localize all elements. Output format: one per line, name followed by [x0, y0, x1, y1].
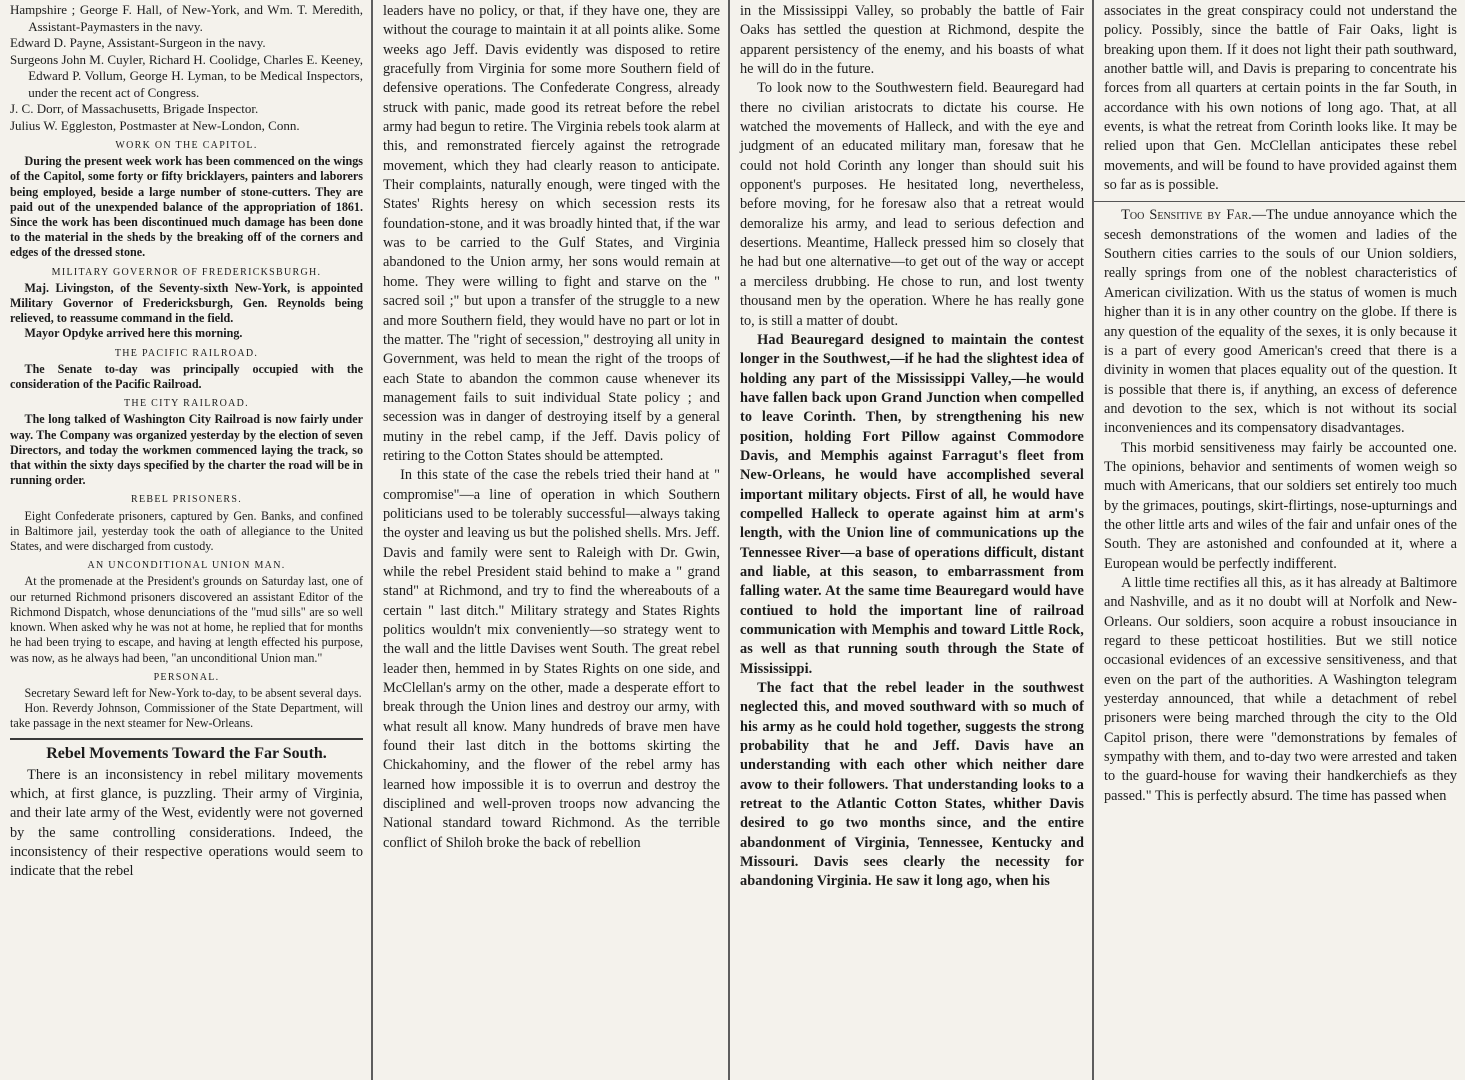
col2-paragraph-1: leaders have no policy, or that, if they have one, they are without the courage to maintain it at all points alike. Some weeks ago Jeff. Davis evidently was disposed to retire gracefully from Virginia for some more Southern field of defensive operations. The Confederate Congress, already struck with panic, made good its retreat before the rebel army had begun to retire. The Virginia rebels took alarm at this, and remonstrated fiercely against the retrograde movement, which they had clearly reason to anticipate. Their complaints, naturally enough, were tinged with the States' Rights heresy on which secession rests its foundation-stone, and it was broadly hinted that, if the war was to be carried to the Gulf States, and Virginia abandoned to the Union army, her sons would remain at home. They were willing to fight and starve on the " sacred soil ;" but upon a transfer of the struggle to a new and more Southern field, they would have no part or lot in the matter. The "right of secession," destroying all unity in Government, was held to mean the right of the troops of each State to abandon the common cause whenever its management fails to suit individual State policy ; and secession was in danger of destroying itself by a general mutiny in the rebel camp, if the Jeff. Davis policy of retiring to the Cotton States should be attempted.	[383, 3, 720, 464]
fredericksburgh-text: Maj. Livingston, of the Seventy-sixth New-York, is appointed Military Governor of Fredericksburgh, Gen. Reynolds being relieved, to reassume command in the field.	[10, 280, 363, 326]
capitol-text: During the present week work has been commenced on the wings of the Capitol, some forty or fifty bricklayers, painters and laborers being employed, beside a large number of stone-cutters. They are paid out of the unexpended balance of the appropriation of 1861. Since the work has been discontinued much damage has been done to the material in the sheds by the breaking off of the corners and edges of the dressed stone.	[10, 154, 363, 260]
col3-paragraph-4: The fact that the rebel leader in the southwest neglected this, and moved southward with so much of his army as he could hold together, suggests the strong probability that he and Jeff. Davis have an understanding with each other which neither dare avow to their followers. That understanding looks to a retreat to the Atlantic Cotton States, whither Davis desired to go two months since, and the entire abandonment of Virginia, Tennessee, Kentucky and Missouri. Davis sees clearly the necessity for abandoning Virginia. He saw it long ago, when his	[740, 680, 1084, 890]
column-3	[728, 0, 1092, 1080]
col4-paragraph-2	[1104, 206, 1457, 438]
notice-medical-inspectors: Surgeons John M. Cuyler, Richard H. Coolidge, Charles E. Keeney, Edward P. Vollum, George H. Lyman, to be Medical Inspectors, under the recent act of Congress.	[10, 51, 363, 100]
too-sensitive-lead: Too Sensitive by Far.	[1121, 207, 1252, 224]
capitol-section	[10, 154, 363, 260]
editorial-text: There is an inconsistency in rebel military movements which, at first glance, is puzzling. Their army of Virginia, and their late army of the West, evidently were not governed by the same controlling considerations. Indeed, the inconsistency of their respective operations would seem to indicate that the rebel	[10, 766, 363, 880]
fredericksburgh-heading: MILITARY GOVERNOR OF FREDERICKSBURGH.	[51, 266, 322, 278]
notice-brigade-inspector: J. C. Dorr, of Massachusetts, Brigade Inspector.	[10, 101, 259, 116]
fredericksburgh-section	[10, 281, 363, 342]
column-4	[1092, 0, 1465, 1080]
col3-paragraph-3: Had Beauregard designed to maintain the contest longer in the Southwest,—if he had the slightest idea of holding any part of the Mississippi Valley,—he would have fallen back upon Grand Junction when compelled to leave Corinth. Then, by strengthening his new position, holding Fort Pillow against Commodore Davis, and Memphis against Farragut's fleet from New-Orleans, he would have accomplished several important military objects. First of all, he would have compelled Halleck to operate against him at arm's length, with the Union line of communications up the Tennessee River—a base of operations difficult, distant and liable, at this season, to embarrassment from falling water. At the same time Beauregard would have contiued to hold the important line of railroad communication with Memphis and toward Little Rock, as well as that running south through the State of Mississippi.	[740, 331, 1084, 677]
capitol-heading: WORK ON THE CAPITOL.	[115, 140, 258, 151]
prisoners-text: Eight Confederate prisoners, captured by Gen. Banks, and confined in Baltimore jail, yesterday took the oath of allegiance to the United States, and were discharged from custody.	[10, 508, 363, 554]
col4-paragraph-1: associates in the great conspiracy could not understand the policy. Possibly, since the battle of Fair Oaks, light is breaking upon them. If it does not light their path southward, another battle will, and Davis is preparing to concentrate his forces from all quarters at certain points in the far South, in accordance with his own notions of long ago. That, at all events, is what the retreat from Corinth looks like. It may be relied upon that Gen. McClellan anticipates these rebel movements, and will be found to have provided against them so far as is possible.	[1104, 3, 1457, 194]
city-railroad-heading: THE CITY RAILROAD.	[124, 398, 249, 410]
seward-text: Secretary Seward left for New-York to-day, to be absent several days.	[24, 685, 362, 700]
personal-heading: PERSONAL.	[153, 671, 220, 683]
pacific-text: The Senate to-day was principally occupied with the consideration of the Pacific Railroad.	[10, 361, 363, 392]
city-railroad-text: The long talked of Washington City Railroad is now fairly under way. The Company was organized yesterday by the election of seven Directors, and today the workmen commenced laying the track, so that within the sixty days specified by the charter the road will be in running order.	[10, 412, 363, 488]
editorial-headline: Rebel Movements Toward the Far South.	[46, 744, 327, 762]
col3-paragraph-2: To look now to the Southwestern field. Beauregard had there no civilian aristocrats to dictate his course. He watched the movements of Halleck, and with the eye and judgment of an educated military man, foresaw that he could not hold Corinth any longer than should suit his opponent's purposes. He hesitated long, nevertheless, before moving, for he foresaw also that a retreat would demoralize his army, and lead to serious defection and desertions. Meantime, Halleck pressed him so closely that he had but one alternative—to get out of the way or accept a merciless drubbing. He chose to run, and lost twenty thousand men by the operation. Where he has really gone to, is still a matter of doubt.	[740, 80, 1084, 329]
johnson-text: Hon. Reverdy Johnson, Commissioner of the State Department, will take passage in the next steamer for New-Orleans.	[10, 701, 363, 731]
col4-paragraph-3: This morbid sensitiveness may fairly be accounted one. The opinions, behavior and sentiments of women weigh so much with Americans, that our soldiers set entirely too much by the grimaces, poutings, skirt-flirtings, nose-upturnings and the other little arts and wiles of the fair and unfair ones of the South. They are astonished and confounded at it, where a European would be perfectly indifferent.	[1104, 439, 1458, 572]
city-railroad-section	[10, 412, 363, 488]
naval-notices	[10, 2, 363, 134]
col2-paragraph-2: In this state of the case the rebels tried their hand at " compromise"—a line of operation in which Southern politicians used to be tolerably successful—always taking the oyster and leaving us but the polished shells. Mrs. Jeff. Davis and family were sent to Raleigh with Dr. Gwin, while the rebel President staid behind to make a " grand stand" at Richmond, and try to find the whereabouts of a certain " last ditch." Military strategy and States Rights politics wouldn't mix conveniently—so strategy went to the wall and the little Davises went South. The great rebel leader then, hemmed in by States Rights on one side, and McClellan's army on the other, made a desperate effort to break through the Union lines and destroy our army, with what result all know. Many hundreds of brave men have found their last ditch in the bottoms skirting the Chickahominy, and the flower of the rebel army has learned how impossible it is to overrun and destroy the disciplined and well-proven troops now advancing the National standard toward Richmond. As the terrible conflict of Shiloh broke the back of rebellion	[383, 467, 720, 851]
too-sensitive-text: —The undue annoyance which the secesh demonstrations of the women and ladies of the Southern cities carries to the souls of our Union soldiers, really springs from one of the noblest characteristics of American civilization. With us the status of women is much higher than it is in any other country on the globe. If there is any question of the equality of the sexes, it is only because it is a part of every good American's creed that there is a divinity in women that places equality out of the question. It is possible that there is, if anything, an excess of deference and devotion to the sex, which is not without its social inconveniences and its compensatory disadvantages.	[1104, 207, 1457, 437]
notice-paymasters: Hampshire ; George F. Hall, of New-York, and Wm. T. Meredith, Assistant-Paymasters in the navy.	[10, 2, 363, 34]
col3-bold-section	[740, 331, 1084, 892]
section-divider	[1094, 201, 1465, 202]
prisoners-heading: REBEL PRISONERS.	[131, 494, 242, 506]
pacific-section	[10, 362, 363, 392]
col3-paragraph-1: in the Mississippi Valley, so probably the battle of Fair Oaks has settled the question at Richmond, despite the apparent persistency of the enemy, and his boasts of what he will do in the future.	[740, 3, 1084, 78]
opdyke-text: Mayor Opdyke arrived here this morning.	[24, 326, 243, 341]
union-man-text: At the promenade at the President's grounds on Saturday last, one of our returned Richmond prisoners discovered an assistant Editor of the Richmond Dispatch, whose denunciations of the "mud sills" are so well known. When asked why he was not at home, he replied that for months he had been trying to escape, and having at length effected his purpose, was now, as he always had been, "an unconditional Union man."	[10, 574, 363, 665]
column-2	[371, 0, 728, 1080]
section-rule	[10, 738, 363, 740]
notice-postmaster: Julius W. Eggleston, Postmaster at New-London, Conn.	[10, 117, 300, 133]
pacific-heading: THE PACIFIC RAILROAD.	[114, 347, 259, 359]
notice-assistant-surgeon: Edward D. Payne, Assistant-Surgeon in the navy.	[10, 35, 266, 50]
col4-paragraph-4: A little time rectifies all this, as it has already at Baltimore and Nashville, and as it no doubt will at Norfolk and New-Orleans. Our soldiers, soon acquire a robust insouciance in regard to these petticoat hostilities. But we still notice occasional evidences of an excessive sensitiveness, and that even on the part of the authorities. A Washington telegram yesterday announced, that while a detachment of rebel prisoners were being marched through the city to the Old Capitol prison, there were "demonstrations by females of sympathy with them, and to-day two were arrested and taken to the guard-house for waving their handkerchiefs as they passed." This is perfectly absurd. The time has passed when	[1104, 574, 1457, 804]
column-1	[0, 0, 371, 1080]
union-man-heading: AN UNCONDITIONAL UNION MAN.	[87, 560, 286, 572]
